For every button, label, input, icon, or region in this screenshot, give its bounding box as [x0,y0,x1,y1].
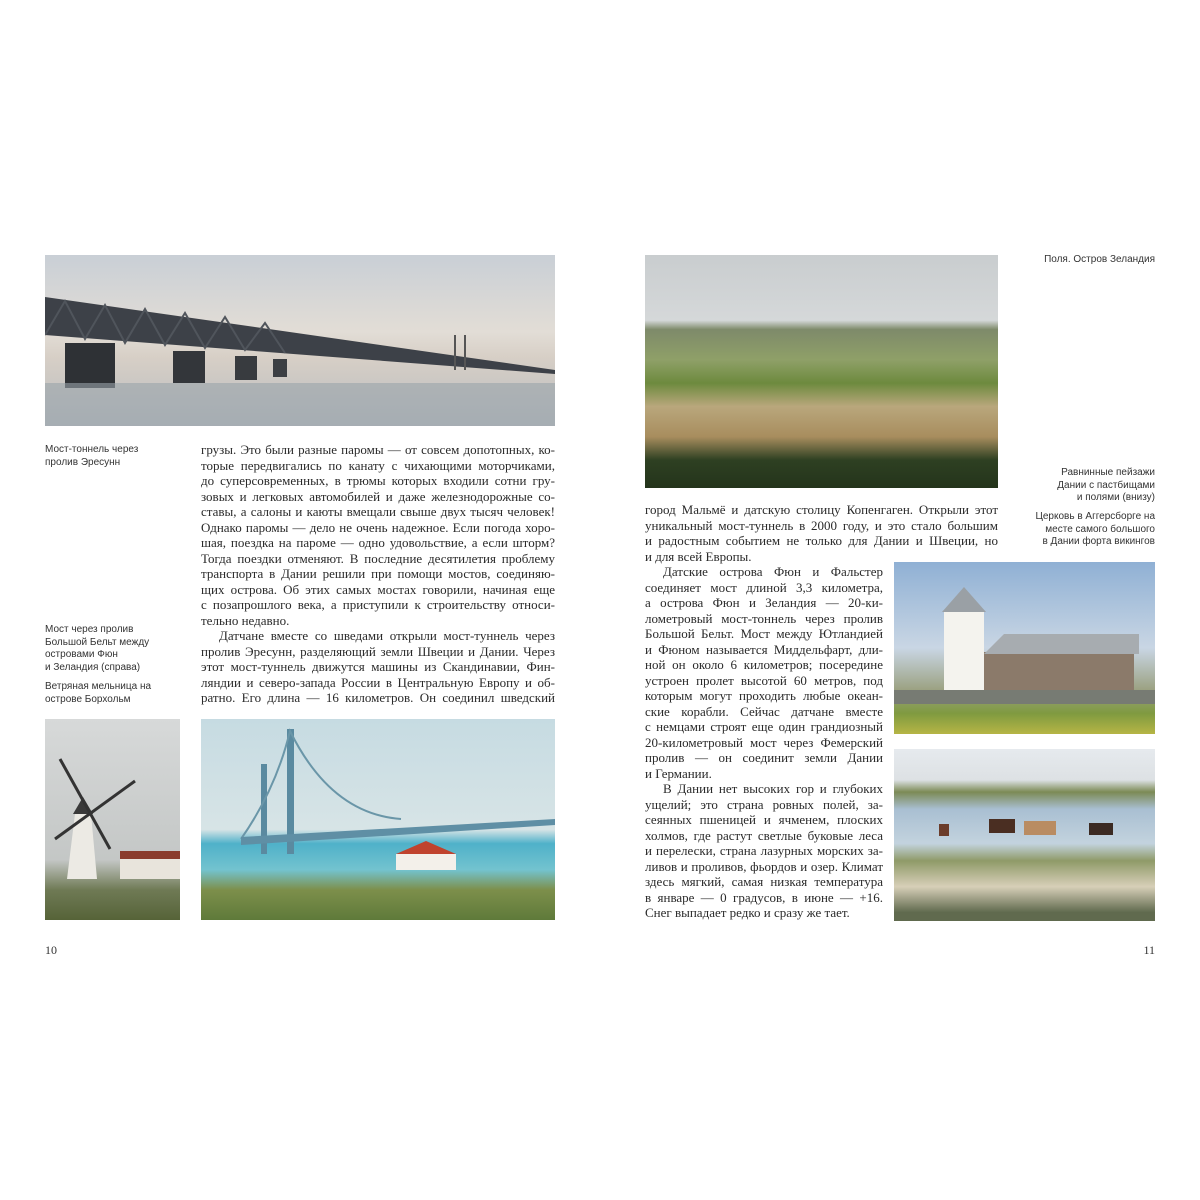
caption-plains [1057,467,1155,505]
text-line: ставы, а салоны и каюты вмещали свыше двух тысяч человек! [201,504,555,519]
caption-line: Церковь в Аггерсборге на [1035,511,1155,522]
text-line: и Фюном называется Миддельфарт, дли- [645,641,883,657]
text-line: которым могут проходить любые океан- [645,688,883,703]
text-line: и радостным событием не только для Дании и Швеции, но [645,533,998,548]
text-line: соединяет мост длиной 3,3 километра, [645,579,883,595]
caption-line: Мост-тоннель через [45,444,139,455]
caption-great-belt [45,624,149,674]
caption-line: острове Борхольм [45,693,131,705]
page-header: Поля. Остров Зеландия [1044,254,1155,265]
caption-windmill [45,681,151,706]
text-line: зовых и легковых автомобилей и даже железнодорожные со- [201,488,555,504]
caption-line: Дании с пастбищами [1057,479,1155,491]
left-body-text [201,442,555,706]
fields-photo [645,255,998,488]
text-line: ливов и проливов, фьордов и озер. Климат [645,858,883,874]
church-photo [894,562,1155,734]
text-line: а острова Фюн и Зеландия — 20-ки- [645,595,883,610]
text-line: Большой Бельт. Мост между Ютландией [645,626,883,641]
right-body-text-column [645,564,883,921]
caption-line: островами Фюн [45,649,118,660]
text-line: до суперсовременных, в трюмы которых входили сотни гру- [201,473,555,488]
text-line: холмов, где растут светлые буковые леса [645,827,883,843]
text-line: и перелески, страна лазурных морских за- [645,843,883,858]
text-line: ной он около 6 километров; посередине [645,657,883,672]
windmill-photo [45,719,180,920]
text-line: сеянных пшеницей и ячменем, плоских [645,812,883,827]
text-line: ляндии и северо-запада России в Центральную Европу и об- [201,674,555,690]
text-line: Снег выпадает редко и сразу же тает. [645,905,850,920]
caption-line: месте самого большого [1045,523,1155,535]
text-line: шая, поездка на пароме — одно удовольствие, а если шторм? [201,535,555,550]
caption-line: в Дании форта викингов [1042,536,1155,547]
text-line: ущелий; это страна ровных полей, за- [645,796,883,812]
caption-line: Равнинные пейзажи [1061,467,1155,478]
text-line: пролив — он соединит земли Дании [645,750,883,765]
great-belt-bridge-photo [201,719,555,920]
text-line: Датские острова Фюн и Фальстер [663,564,883,579]
caption-line: и полями (внизу) [1076,492,1155,503]
caption-line: пролив Эресунн [45,456,121,468]
text-line: с позапрошлого века, а приступили к строительству относи- [201,597,555,612]
caption-line: и Зеландия (справа) [45,661,141,673]
text-line: Тогда поездки отменяют. В последние десятилетия проблему [201,550,555,566]
caption-church [1035,511,1155,549]
text-line: в январе — 0 градусов, в июне — +16. [645,889,883,905]
caption-line: Большой Бельт между [45,636,150,648]
text-line: устроен пролет высотой 60 метров, под [645,672,883,688]
text-line: ратно. Его длина — 16 километров. Он соединил шведский [201,690,555,705]
text-line: ские корабли. Сейчас датчане вместе [645,703,883,719]
text-line: Датчане вместе со шведами открыли мост-туннель через [219,628,555,643]
text-line: щих острова. Об этих самых мостах говорили, начиная еще [201,581,555,597]
text-line: тельно недавно. [201,612,290,628]
caption-line: Мост через пролив [45,624,134,635]
page-number-left: 10 [45,943,57,957]
text-line: торые передвигались по канату с чихающими моторчиками, [201,457,555,473]
right-body-text-top [645,502,998,564]
text-line: 20-километровый мост через Фемерский [645,734,883,750]
text-line: В Дании нет высоких гор и глубоких [663,781,883,796]
page-number-right: 11 [1143,943,1155,957]
oresund-bridge-photo [45,255,555,426]
cows-pasture-photo [894,749,1155,921]
text-line: уникальный мост-туннель в 2000 году, и это стало большим [645,517,998,533]
text-line: город Мальмё и датскую столицу Копенгаген. Открыли этот [645,502,998,517]
caption-oresund [45,444,138,469]
text-line: пролив Эресунн, разделяющий земли Швеции и Дании. Через [201,643,555,659]
caption-line: Ветряная мельница на [45,681,152,692]
text-line: с немцами строят еще один грандиозный [645,719,883,734]
text-line: и для всей Европы. [645,548,752,564]
text-line: транспорта в Дании решили при помощи мостов, соединяю- [201,566,555,581]
text-line: грузы. Это были разные паромы — от совсем допотопных, ко- [201,442,555,457]
text-line: здесь мягкий, самая низкая температура [645,874,883,889]
text-line: Однако паромы — дело не очень надежное. Если погода хоро- [201,519,555,535]
text-line: и Германии. [645,765,712,781]
text-line: лометровый мост-тоннель через пролив [645,610,883,626]
text-line: этот мост-туннель движутся машины из Скандинавии, Фин- [201,659,555,674]
